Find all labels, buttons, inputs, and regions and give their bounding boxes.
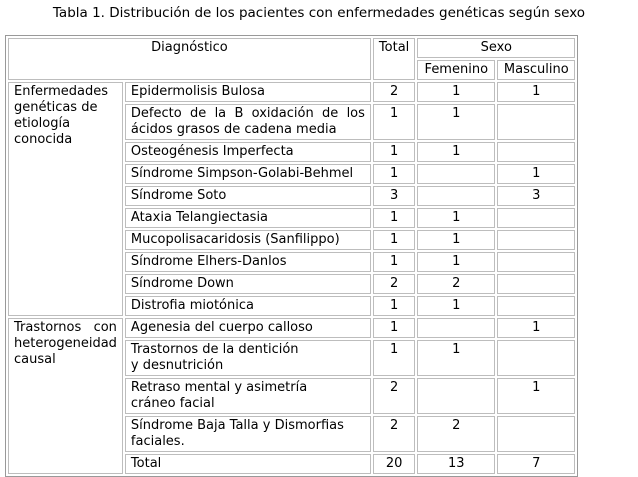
- header-masculino: Masculino: [497, 60, 575, 80]
- row-male: [497, 230, 575, 250]
- header-total: Total: [373, 38, 415, 80]
- row-total: 2: [373, 416, 415, 452]
- header-row-1: [8, 38, 575, 58]
- row-female: 1: [417, 340, 495, 376]
- row-female: 1: [417, 230, 495, 250]
- table-row: [8, 318, 575, 338]
- header-diagnostico: Diagnóstico: [8, 38, 371, 80]
- row-diagnosis: Mucopolisacaridosis (Sanfilippo): [125, 230, 371, 250]
- table-row: [8, 82, 575, 102]
- row-male: [497, 252, 575, 272]
- row-female: 1: [417, 142, 495, 162]
- row-diagnosis: Ataxia Telangiectasia: [125, 208, 371, 228]
- row-male: [497, 142, 575, 162]
- row-female: [417, 186, 495, 206]
- row-male: 1: [497, 318, 575, 338]
- table-caption: Tabla 1. Distribución de los pacientes con enfermedades genéticas según sexo: [52, 5, 586, 21]
- group-label-2: Trastornos con heterogeneidad causal: [8, 318, 123, 474]
- row-diagnosis: Osteogénesis Imperfecta: [125, 142, 371, 162]
- row-diagnosis: Retraso mental y asimetría cráneo facial: [125, 378, 371, 414]
- row-male: 1: [497, 82, 575, 102]
- header-femenino: Femenino: [417, 60, 495, 80]
- row-total: 1: [373, 318, 415, 338]
- row-male: [497, 296, 575, 316]
- row-diagnosis: Síndrome Simpson-Golabi-Behmel: [125, 164, 371, 184]
- header-sexo: Sexo: [417, 38, 575, 58]
- total-female: 13: [417, 454, 495, 474]
- row-male: [497, 104, 575, 140]
- row-female: [417, 318, 495, 338]
- row-female: 1: [417, 82, 495, 102]
- row-female: [417, 378, 495, 414]
- row-female: 1: [417, 252, 495, 272]
- total-label: Total: [125, 454, 371, 474]
- row-female: 1: [417, 208, 495, 228]
- row-total: 1: [373, 252, 415, 272]
- patients-table: [5, 35, 578, 477]
- row-total: 1: [373, 142, 415, 162]
- row-male: [497, 208, 575, 228]
- row-total: 1: [373, 296, 415, 316]
- row-male: [497, 274, 575, 294]
- row-diagnosis: Distrofia miotónica: [125, 296, 371, 316]
- row-female: 2: [417, 274, 495, 294]
- row-diagnosis: Síndrome Elhers-Danlos: [125, 252, 371, 272]
- row-total: 1: [373, 340, 415, 376]
- row-female: 2: [417, 416, 495, 452]
- row-male: 1: [497, 164, 575, 184]
- row-diagnosis: Epidermolisis Bulosa: [125, 82, 371, 102]
- row-total: 1: [373, 230, 415, 250]
- row-female: [417, 164, 495, 184]
- row-total: 1: [373, 164, 415, 184]
- row-male: [497, 340, 575, 376]
- row-total: 1: [373, 104, 415, 140]
- row-female: 1: [417, 104, 495, 140]
- total-value: 20: [373, 454, 415, 474]
- row-male: [497, 416, 575, 452]
- row-male: 3: [497, 186, 575, 206]
- row-diagnosis: Síndrome Baja Talla y Dismorfias faciales.: [125, 416, 371, 452]
- row-diagnosis: Trastornos de la dentición y desnutrición: [125, 340, 371, 376]
- row-total: 1: [373, 208, 415, 228]
- group-label-1: Enfermedades genéticas de etiología conocida: [8, 82, 123, 316]
- row-diagnosis: Defecto de la B oxidación de los ácidos grasos de cadena media: [125, 104, 371, 140]
- row-diagnosis: Síndrome Soto: [125, 186, 371, 206]
- row-total: 3: [373, 186, 415, 206]
- row-total: 2: [373, 82, 415, 102]
- row-total: 2: [373, 274, 415, 294]
- row-total: 2: [373, 378, 415, 414]
- row-diagnosis: Síndrome Down: [125, 274, 371, 294]
- row-female: 1: [417, 296, 495, 316]
- total-male: 7: [497, 454, 575, 474]
- row-male: 1: [497, 378, 575, 414]
- row-diagnosis: Agenesia del cuerpo calloso: [125, 318, 371, 338]
